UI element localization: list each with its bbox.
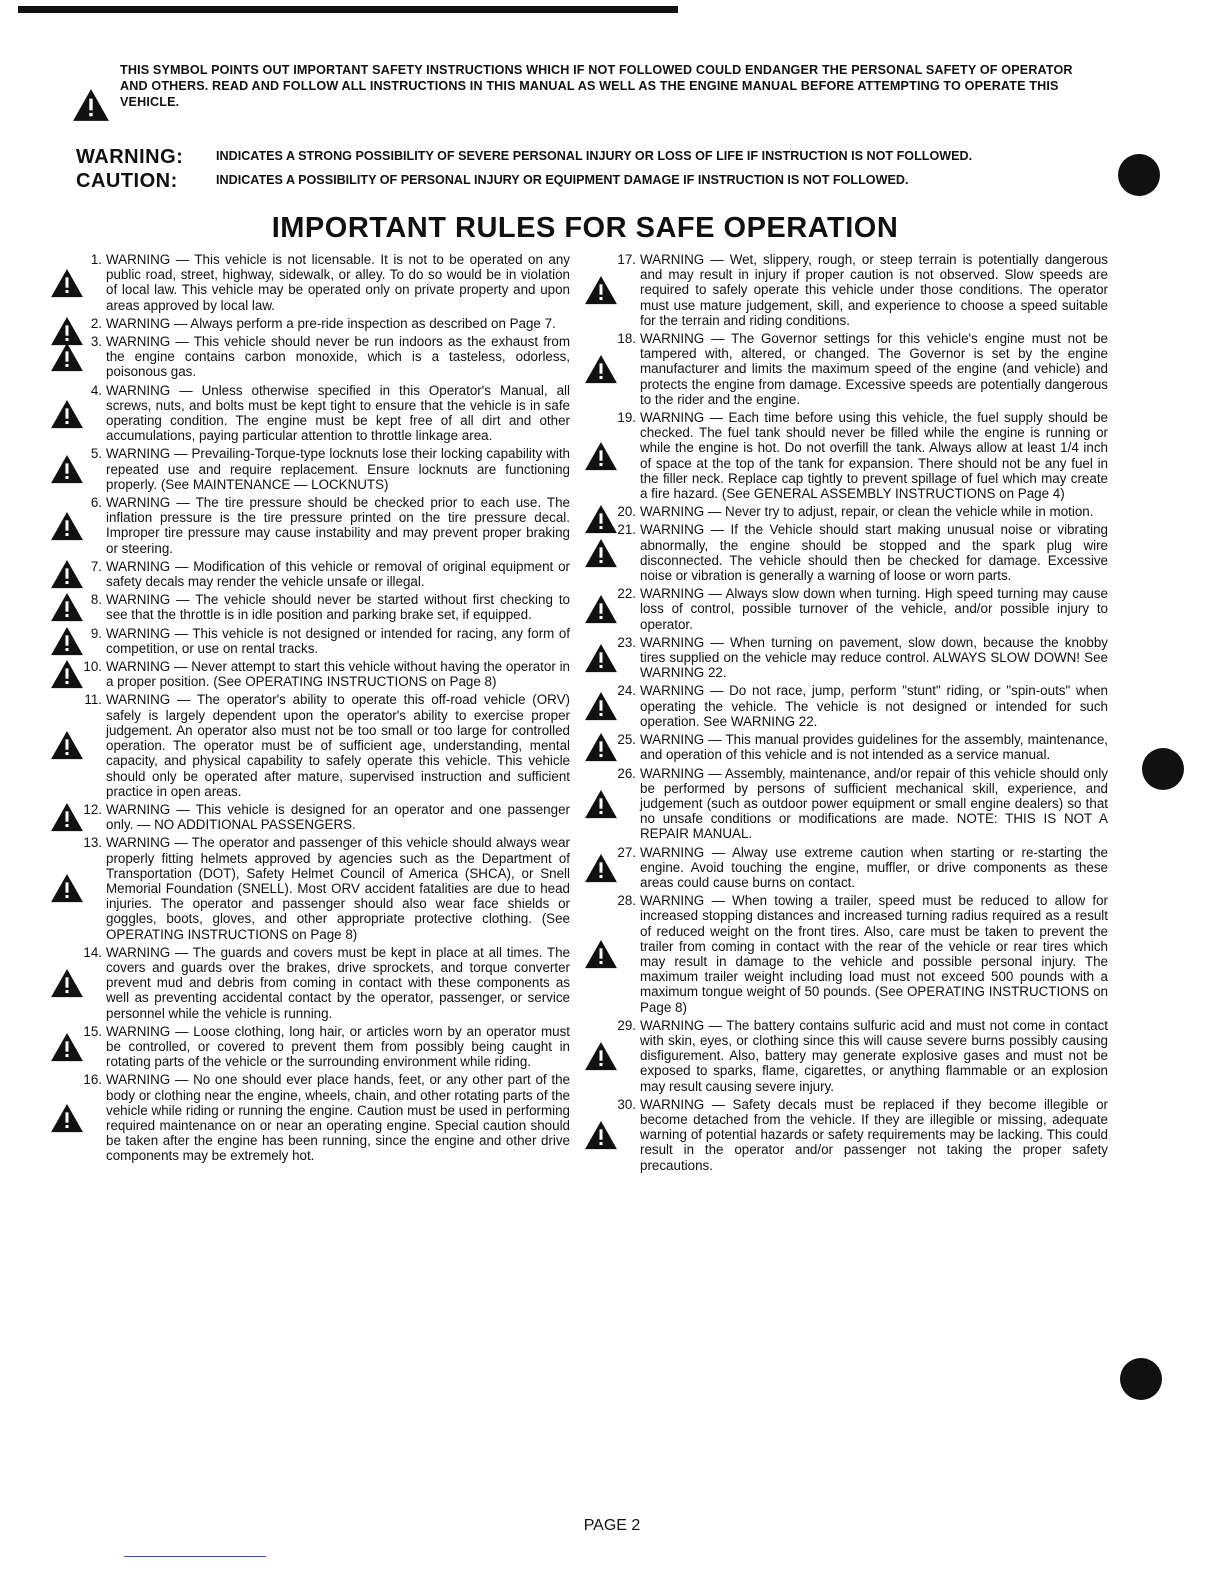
warning-triangle-icon	[584, 275, 618, 305]
warning-triangle-icon	[50, 559, 84, 589]
definition-text: INDICATES A POSSIBILITY OF PERSONAL INJURY OR EQUIPMENT DAMAGE IF INSTRUCTION IS NOT FOLLOWED.	[216, 173, 909, 187]
rule-number: 14.	[83, 944, 102, 960]
safety-rule	[50, 945, 570, 1021]
rule-text: WARNING — The operator's ability to operate this off-road vehicle (ORV) safely is largely dependent upon the operator's ability to exercise proper judgement. An operator also must not be too small or too large for controlled operation. The operator must be of sufficient age, understanding, mental capacity, and physical capability to safely operate this vehicle. This vehicle should only be operated after mature, supervised instruction and sufficient practice in open areas.	[106, 692, 570, 799]
footer-rule	[124, 1556, 266, 1557]
safety-rule	[584, 586, 1108, 632]
rule-text: WARNING — This manual provides guidelines for the assembly, maintenance, and operation of this vehicle and is not intended as a service manual.	[640, 732, 1108, 763]
warning-triangle-icon	[50, 268, 84, 298]
binder-hole	[1120, 1358, 1162, 1400]
rule-number: 27.	[617, 844, 636, 860]
safety-rule	[50, 1072, 570, 1163]
safety-rule	[584, 1018, 1108, 1094]
warning-triangle-icon	[50, 730, 84, 760]
safety-rule	[50, 802, 570, 832]
rule-number: 30.	[617, 1096, 636, 1112]
intro-block	[72, 62, 1102, 110]
rule-number: 5.	[90, 446, 102, 462]
rule-number: 26.	[617, 765, 636, 781]
rule-number: 15.	[83, 1023, 102, 1039]
safety-rule	[50, 446, 570, 492]
rule-number: 12.	[83, 801, 102, 817]
safety-rule	[584, 522, 1108, 583]
safety-rule	[584, 732, 1108, 762]
rule-number: 16.	[83, 1072, 102, 1088]
rule-text: WARNING — The tire pressure should be checked prior to each use. The inflation pressure is the tire pressure printed on the tire pressure decal. Improper tire pressure may cause instability and may prevent proper braking or steering.	[106, 495, 570, 556]
rule-text: WARNING — This vehicle should never be run indoors as the exhaust from the engine contains carbon monoxide, which is a tasteless, odorless, poisonous gas.	[106, 334, 570, 380]
rule-number: 3.	[90, 334, 102, 350]
safety-rule	[50, 334, 570, 380]
safety-rule	[584, 635, 1108, 681]
rule-text: WARNING — This vehicle is designed for an operator and one passenger only. — NO ADDITIONAL PASSENGERS.	[106, 801, 570, 833]
safety-rule	[584, 504, 1108, 519]
warning-triangle-icon	[584, 789, 618, 819]
warning-triangle-icon	[584, 939, 618, 969]
intro-text: THIS SYMBOL POINTS OUT IMPORTANT SAFETY INSTRUCTIONS WHICH IF NOT FOLLOWED COULD ENDANGER THE PERSONAL SAFETY OF OPERATOR AND OTHERS. READ AND FOLLOW ALL INSTRUCTIONS IN THIS MANUAL AS WELL AS THE ENGINE MANUAL BEFORE ATTEMPTING TO OPERATE THIS VEHICLE.	[120, 63, 1073, 109]
rule-number: 11.	[84, 692, 102, 708]
warning-triangle-icon	[584, 853, 618, 883]
binder-hole	[1142, 748, 1184, 790]
rule-text: WARNING — If the Vehicle should start making unusual noise or vibrating abnormally, the engine should be stopped and the spark plug wire disconnected. The vehicle should then be checked for damage. Excessive noise or vibration is generally a warning of loose or worn parts.	[640, 522, 1108, 584]
definition-term: CAUTION:	[76, 170, 178, 192]
definition-text: INDICATES A STRONG POSSIBILITY OF SEVERE PERSONAL INJURY OR LOSS OF LIFE IF INSTRUCTION IS NOT FOLLOWED.	[216, 149, 973, 163]
rule-number: 9.	[90, 625, 102, 641]
warning-triangle-icon	[50, 1032, 84, 1062]
rule-text: WARNING — Assembly, maintenance, and/or repair of this vehicle should only be performed by persons of sufficient mechanical skill, experience, and judgement (such as outdoor power equipment or small engine dealers) so that no unsafe conditions or modifications are made. NOTE: THIS IS NOT A REPAIR MANUAL.	[640, 765, 1108, 842]
warning-triangle-icon	[50, 968, 84, 998]
rule-number: 1.	[90, 252, 102, 267]
rule-text: WARNING — Unless otherwise specified in this Operator's Manual, all screws, nuts, and bolts must be kept tight to ensure that the vehicle is in safe operating condition. The engine must be kept free of all dirt and other accumulations, paying particular attention to throttle linkage area.	[106, 382, 570, 444]
rule-number: 19.	[617, 410, 636, 426]
rule-text: WARNING — The Governor settings for this vehicle's engine must not be tampered with, altered, or changed. The Governor is set by the engine manufacturer and limits the maximum speed of the engine (and vehicle) and protects the engine from damage. Excessive speeds are potentially dangerous to the rider and the engine.	[640, 331, 1108, 407]
rule-number: 8.	[90, 592, 102, 608]
rule-text: WARNING — No one should ever place hands, feet, or any other part of the body or clothing near the engine, wheels, chain, and other rotating parts of the vehicle while riding or running the engine. Caution must be used in performing required maintenance on or near an operating engine. Special caution should be taken after the engine has been running, since the engine and other drive components may be extremely hot.	[106, 1072, 570, 1164]
warning-triangle-icon	[584, 441, 618, 471]
warning-triangle-icon	[50, 1103, 84, 1133]
warning-triangle-icon	[584, 354, 618, 384]
rule-text: WARNING — This vehicle is not designed or intended for racing, any form of competition, or use on rental tracks.	[106, 625, 570, 656]
safety-rule	[584, 766, 1108, 842]
safety-rule	[584, 252, 1108, 328]
warning-triangle-icon	[50, 626, 84, 656]
definition-warning	[76, 146, 1106, 168]
safety-rule	[50, 659, 570, 689]
warning-triangle-icon	[50, 454, 84, 484]
safety-rule	[584, 683, 1108, 729]
rules-column-right	[584, 252, 1108, 1176]
warning-triangle-icon	[50, 399, 84, 429]
rule-text: WARNING — The operator and passenger of this vehicle should always wear properly fitting helmets approved by agencies such as the Department of Transportation (DOT), Safety Helmet Council of America (SHCA), or Snell Memorial Foundation (SNELL). Most ORV accident fatalities are due to head injuries. The operator and passenger should also wear face shields or goggles, boots, gloves, and other appropriate protective clothing. (See OPERATING INSTRUCTIONS on Page 8)	[106, 835, 570, 942]
rule-text: WARNING — When towing a trailer, speed must be reduced to allow for increased stopping distances and increased turning radius required as a result of reduced weight on the front tires. Also, care must be taken to prevent the trailer from coming in contact with the rear of the vehicle or rear tires which may result in damage to the vehicle and possible personal injury. The maximum trailer weight including load must not exceed 500 pounds with a maximum tongue weight of 50 pounds. (See OPERATING INSTRUCTIONS on Page 8)	[640, 893, 1108, 1015]
warning-triangle-icon	[584, 1041, 618, 1071]
rule-number: 2.	[90, 315, 102, 331]
safety-rule	[50, 383, 570, 444]
rule-number: 10.	[83, 659, 102, 675]
rule-number: 6.	[90, 495, 102, 511]
rule-number: 7.	[90, 558, 102, 574]
safety-rule	[50, 252, 570, 313]
warning-triangle-icon	[584, 538, 618, 568]
binder-hole	[1118, 154, 1160, 196]
rule-number: 21.	[617, 522, 636, 538]
warning-triangle-icon	[584, 594, 618, 624]
rules-column-left	[50, 252, 570, 1167]
warning-triangle-icon	[50, 342, 84, 372]
warning-triangle-icon	[584, 643, 618, 673]
warning-triangle-icon	[584, 691, 618, 721]
rule-text: WARNING — The battery contains sulfuric acid and must not come in contact with skin, eyes, or clothing since this will cause severe burns possibly causing disfigurement. Also, battery may generate explosive gases and must not be exposed to sparks, flame, cigarettes, or anything flammable or an explosion may result causing severe injury.	[640, 1017, 1108, 1094]
warning-triangle-icon	[50, 802, 84, 832]
safety-rule	[50, 559, 570, 589]
safety-rule	[584, 845, 1108, 891]
safety-rule	[50, 626, 570, 656]
safety-rule	[50, 316, 570, 331]
warning-triangle-icon	[50, 659, 84, 689]
safety-rule	[584, 410, 1108, 501]
rule-text: WARNING — Alway use extreme caution when starting or re-starting the engine. Avoid touching the engine, muffler, or drive components as these areas could cause burns on contact.	[640, 844, 1108, 890]
rule-text: WARNING — Always slow down when turning. High speed turning may cause loss of control, possible turnover of the vehicle, and/or possible injury to operator.	[640, 586, 1108, 632]
rule-number: 23.	[617, 634, 636, 650]
safety-rule	[50, 692, 570, 798]
definition-caution	[76, 170, 1106, 192]
warning-triangle-icon	[584, 732, 618, 762]
rule-number: 13.	[83, 835, 102, 851]
rule-text: WARNING — Prevailing-Torque-type locknuts lose their locking capability with repeated use and require replacement. Ensure locknuts are functioning properly. (See MAINTENANCE — LOCKNUTS)	[106, 446, 570, 492]
warning-triangle-icon	[50, 592, 84, 622]
rule-text: WARNING — Modification of this vehicle or removal of original equipment or safety decals may render the vehicle unsafe or illegal.	[106, 558, 570, 590]
safety-rule	[50, 835, 570, 941]
rule-text: WARNING — Always perform a pre-ride inspection as described on Page 7.	[106, 315, 556, 331]
rule-text: WARNING — Never try to adjust, repair, or clean the vehicle while in motion.	[640, 504, 1094, 520]
rule-number: 17.	[617, 252, 636, 267]
rule-text: WARNING — Wet, slippery, rough, or steep terrain is potentially dangerous and may result in injury if proper caution is not observed. Slow speeds are required to safely operate this vehicle under those conditions. The operator must use mature judgement, skill, and experience to choose a speed suitable for the terrain and riding conditions.	[640, 252, 1108, 328]
definition-term: WARNING:	[76, 146, 184, 168]
warning-triangle-icon	[72, 88, 110, 122]
page-number: PAGE 2	[583, 1517, 641, 1534]
rule-number: 25.	[617, 732, 636, 748]
definitions	[76, 146, 1106, 192]
rule-number: 29.	[617, 1017, 636, 1033]
rule-text: WARNING — Loose clothing, long hair, or articles worn by an operator must be controlled, or covered to prevent them from possibly being caught in rotating parts of the vehicle or the surrounding environment while riding.	[106, 1023, 570, 1070]
rule-text: WARNING — Safety decals must be replaced if they become illegible or become detached from the vehicle. If they are illegible or missing, adequate warning of potential hazards or safety requirements may be lacking. This could result in the operator and/or passenger not taking the proper safety precautions.	[640, 1096, 1108, 1173]
warning-triangle-icon	[50, 873, 84, 903]
rule-text: WARNING — When turning on pavement, slow down, because the knobby tires supplied on the vehicle may reduce control. ALWAYS SLOW DOWN! See WARNING 22.	[640, 634, 1108, 681]
rule-number: 20.	[617, 504, 636, 520]
rule-text: WARNING — Each time before using this vehicle, the fuel supply should be checked. The fuel tank should never be filled while the engine is running or while the engine is hot. Do not overfill the tank. Always allow at least 1/4 inch of space at the top of the tank for expansion. There should not be any fuel in the filler neck. Replace cap tightly to prevent spillage of fuel which may create a fire hazard. (See GENERAL ASSEMBLY INSTRUCTIONS on Page 4)	[640, 410, 1108, 502]
rule-text: WARNING — This vehicle is not licensable. It is not to be operated on any public road, street, highway, sidewalk, or alley. To do so would be in violation of local law. This vehicle may be operated only on private property and upon areas approved by local law.	[106, 252, 570, 313]
rule-number: 24.	[617, 683, 636, 699]
rule-number: 4.	[90, 382, 102, 398]
rule-number: 22.	[617, 586, 636, 602]
page-title: IMPORTANT RULES FOR SAFE OPERATION	[271, 212, 899, 244]
safety-rule	[50, 1024, 570, 1070]
safety-rule	[50, 495, 570, 556]
safety-rule	[584, 1097, 1108, 1173]
safety-rule	[584, 893, 1108, 1015]
rule-text: WARNING — Do not race, jump, perform "stunt" riding, or "spin-outs" when operating the vehicle. The vehicle is not designed or intended for such operation. See WARNING 22.	[640, 683, 1108, 729]
warning-triangle-icon	[584, 1120, 618, 1150]
rule-number: 18.	[617, 331, 636, 347]
rule-number: 28.	[617, 893, 636, 909]
rule-text: WARNING — The vehicle should never be started without first checking to see that the throttle is in idle position and parking brake set, if equipped.	[106, 592, 570, 623]
safety-rule	[584, 331, 1108, 407]
top-rule	[18, 6, 678, 13]
rule-text: WARNING — The guards and covers must be kept in place at all times. The covers and guards over the brakes, drive sprockets, and torque converter prevent mud and debris from coming in contact with these components as well as preventing accidental contact by the operator, passenger, or service personnel while the vehicle is running.	[106, 944, 570, 1021]
safety-rule	[50, 592, 570, 622]
warning-triangle-icon	[50, 511, 84, 541]
rule-text: WARNING — Never attempt to start this vehicle without having the operator in a proper position. (See OPERATING INSTRUCTIONS on Page 8)	[106, 659, 570, 690]
